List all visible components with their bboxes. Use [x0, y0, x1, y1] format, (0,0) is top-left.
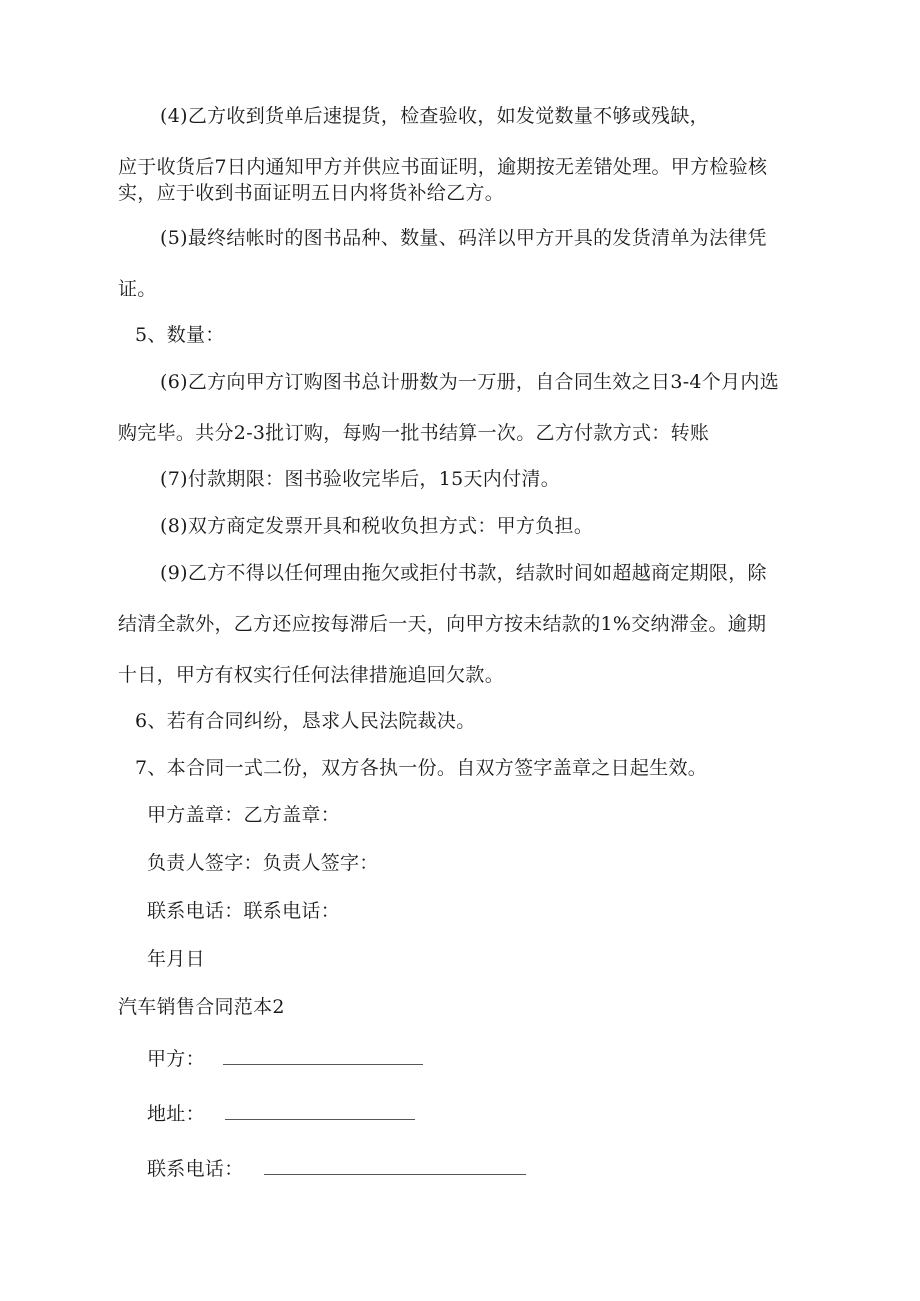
phone-line: 联系电话：联系电话：: [147, 900, 341, 922]
clause-9-line-1: (9)乙方不得以任何理由拖欠或拒付书款，结款时间如超越商定期限，除: [160, 562, 767, 584]
clause-9-line-3: 十日，甲方有权实行任何法律措施追回欠款。: [118, 664, 505, 686]
clause-5-line-1: (5)最终结帐时的图书品种、数量、码洋以甲方开具的发货清单为法律凭: [160, 227, 767, 249]
contact-phone-label: 联系电话：: [147, 1158, 244, 1180]
address-blank[interactable]: [225, 1101, 415, 1120]
party-a-label: 甲方：: [147, 1048, 205, 1070]
address-field: [147, 1101, 415, 1126]
party-a-blank[interactable]: [223, 1046, 423, 1065]
clause-9-line-2: 结清全款外，乙方还应按每滞后一天，向甲方按未结款的1%交纳滞金。逾期: [118, 613, 767, 635]
party-a-field: [147, 1046, 423, 1071]
clause-6-line-1: (6)乙方向甲方订购图书总计册数为一万册，自合同生效之日3-4个月内选: [160, 371, 780, 393]
clause-4-line-2: 应于收货后7日内通知甲方并供应书面证明，逾期按无差错处理。甲方检验核: [118, 156, 768, 178]
clause-4-line-3: 实，应于收到书面证明五日内将货补给乙方。: [118, 182, 505, 204]
clause-7: (7)付款期限：图书验收完毕后，15天内付清。: [160, 468, 560, 490]
contact-phone-blank[interactable]: [264, 1156, 526, 1175]
date-line: 年月日: [147, 948, 205, 970]
clause-4-line-1: (4)乙方收到货单后速提货，检查验收，如发觉数量不够或残缺，: [160, 105, 709, 127]
clause-6-line-2: 购完毕。共分2-3批订购，每购一批书结算一次。乙方付款方式：转账: [118, 422, 710, 444]
section-6: 6、若有合同纠纷，恳求人民法院裁决。: [135, 710, 476, 732]
section-5-heading: 5、数量：: [135, 324, 225, 346]
seal-line: 甲方盖章：乙方盖章：: [147, 804, 341, 826]
contact-phone-field: [147, 1156, 526, 1181]
section-7: 7、本合同一式二份，双方各执一份。自双方签字盖章之日起生效。: [135, 757, 708, 779]
address-label: 地址：: [147, 1103, 205, 1125]
clause-8: (8)双方商定发票开具和税收负担方式：甲方负担。: [160, 515, 594, 537]
clause-5-line-2: 证。: [118, 278, 157, 300]
section-title-car-sales-contract-2: 汽车销售合同范本2: [118, 996, 285, 1018]
signature-line: 负责人签字：负责人签字：: [147, 852, 379, 874]
